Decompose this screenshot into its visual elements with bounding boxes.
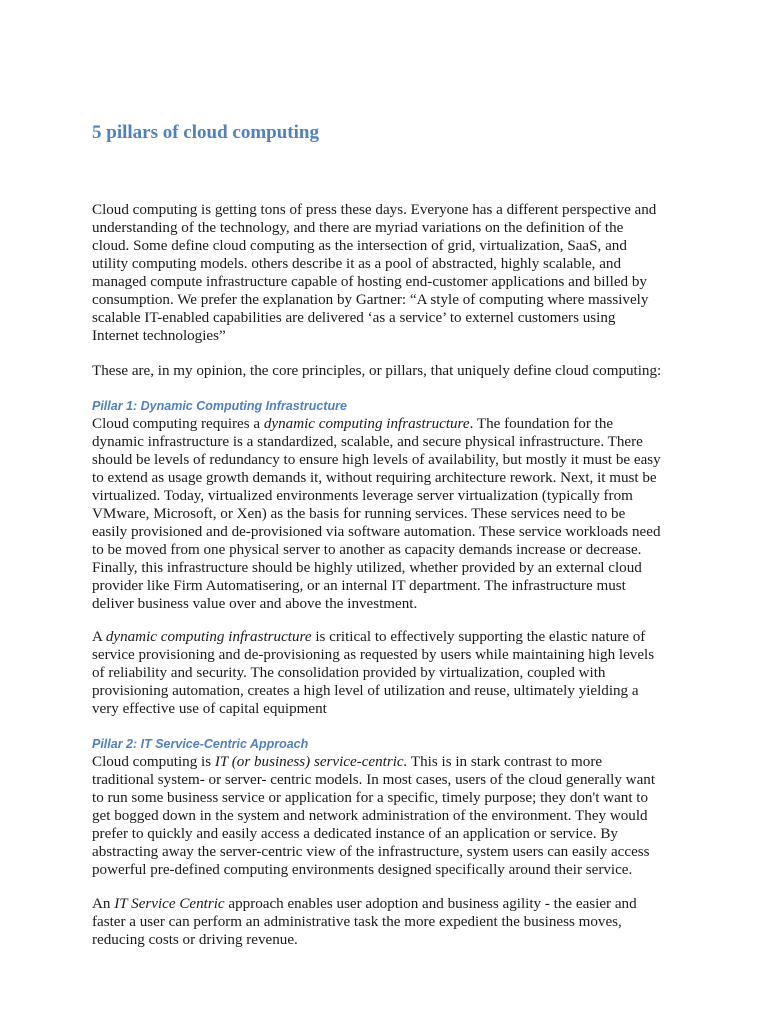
paragraph-line: to run some business service or application for a specific, timely purpose; they don't want to — [92, 790, 649, 806]
document-title: 5 pillars of cloud computing — [92, 122, 319, 143]
paragraph-line: powerful pre-defined computing environments designed specifically around their service. — [92, 862, 633, 878]
intro-line: managed compute infrastructure capable of hosting end-customer applications and billed by — [92, 274, 647, 290]
text-run: A — [92, 629, 106, 645]
paragraph-line: VMware, Microsoft, or Xen) as the basis for running services. These services need to be — [92, 506, 626, 522]
pillar-2-heading: Pillar 2: IT Service-Centric Approach — [92, 737, 309, 751]
intro-line: utility computing models. others describe it as a pool of abstracted, highly scalable, and — [92, 256, 621, 272]
emphasis-text: dynamic computing infrastructure — [105, 629, 312, 645]
text-run: Cloud computing requires a — [92, 416, 264, 432]
intro-line: Cloud computing is getting tons of press these days. Everyone has a different perspective and — [92, 202, 657, 218]
paragraph-line: to be moved from one physical server to another as capacity demands increase or decrease. — [92, 542, 642, 558]
paragraph-line: provider like Firm Automatisering, or an internal IT department. The infrastructure must — [92, 578, 626, 594]
text-run: An — [92, 896, 115, 912]
intro-paragraph — [92, 201, 692, 345]
paragraph-line: very effective use of capital equipment — [92, 701, 327, 717]
paragraph-line — [92, 753, 692, 771]
paragraph-line: provisioning automation, creates a high level of utilization and reuse, ultimately yielding a — [92, 683, 639, 699]
pillar-1-paragraph-2 — [92, 628, 692, 718]
emphasis-text: dynamic computing infrastructure — [263, 416, 470, 432]
intro-line: scalable IT-enabled capabilities are delivered ‘as a service’ to externel customers using — [92, 310, 616, 326]
paragraph-line: prefer to quickly and easily access a dedicated instance of an application or service. By — [92, 826, 618, 842]
emphasis-text: IT (or business) service-centric. — [214, 754, 408, 770]
paragraph-line: dynamic infrastructure is a standardized, scalable, and secure physical infrastructure. There — [92, 434, 643, 450]
core-principles-paragraph — [92, 362, 692, 380]
pillar-2-paragraph-1 — [92, 753, 692, 879]
paragraph-line: get bogged down in the system and network administration of the environment. They would — [92, 808, 648, 824]
text-run: This is in stark contrast to more — [407, 754, 603, 770]
paragraph-line — [92, 628, 692, 646]
paragraph-line: virtualized. Today, virtualized environments leverage server virtualization (typically from — [92, 488, 633, 504]
paragraph-line: service provisioning and de-provisioning as requested by users while maintaining high levels — [92, 647, 655, 663]
intro-line: consumption. We prefer the explanation by Gartner: “A style of computing where massively — [92, 292, 649, 308]
core-principles-line: These are, in my opinion, the core principles, or pillars, that uniquely define cloud computing: — [92, 363, 662, 379]
pillar-2-paragraph-2 — [92, 895, 692, 949]
paragraph-line: traditional system- or server- centric models. In most cases, users of the cloud generally want — [92, 772, 656, 788]
pillar-1-paragraph-1 — [92, 415, 692, 613]
paragraph-line: abstracting away the server-centric view of the infrastructure, system users can easily access — [92, 844, 650, 860]
paragraph-line: should be levels of redundancy to ensure high levels of availability, but mostly it must be easy — [92, 452, 661, 468]
intro-line: Internet technologies” — [92, 328, 226, 344]
text-run: approach enables user adoption and business agility - the easier and — [224, 896, 637, 912]
text-run: is critical to effectively supporting the elastic nature of — [311, 629, 646, 645]
pillar-1-heading: Pillar 1: Dynamic Computing Infrastructure — [92, 399, 347, 413]
emphasis-text: IT Service Centric — [114, 896, 225, 912]
paragraph-line — [92, 415, 692, 433]
paragraph-line: deliver business value over and above the investment. — [92, 596, 418, 612]
intro-line: cloud. Some define cloud computing as the intersection of grid, virtualization, SaaS, and — [92, 238, 627, 254]
paragraph-line: easily provisioned and de-provisioned via software automation. These service workloads need — [92, 524, 661, 540]
paragraph-line: Finally, this infrastructure should be highly utilized, whether provided by an external cloud — [92, 560, 642, 576]
paragraph-line: of reliability and security. The consolidation provided by virtualization, coupled with — [92, 665, 606, 681]
paragraph-line — [92, 895, 692, 913]
text-run: Cloud computing is — [92, 754, 215, 770]
paragraph-line: faster a user can perform an administrative task the more expedient the business moves, — [92, 914, 622, 930]
intro-line: understanding of the technology, and there are myriad variations on the definition of the — [92, 220, 624, 236]
text-run: . The foundation for the — [469, 416, 614, 432]
paragraph-line: reducing costs or driving revenue. — [92, 932, 298, 948]
paragraph-line: to extend as usage growth demands it, without requiring architecture rework. Next, it must be — [92, 470, 657, 486]
